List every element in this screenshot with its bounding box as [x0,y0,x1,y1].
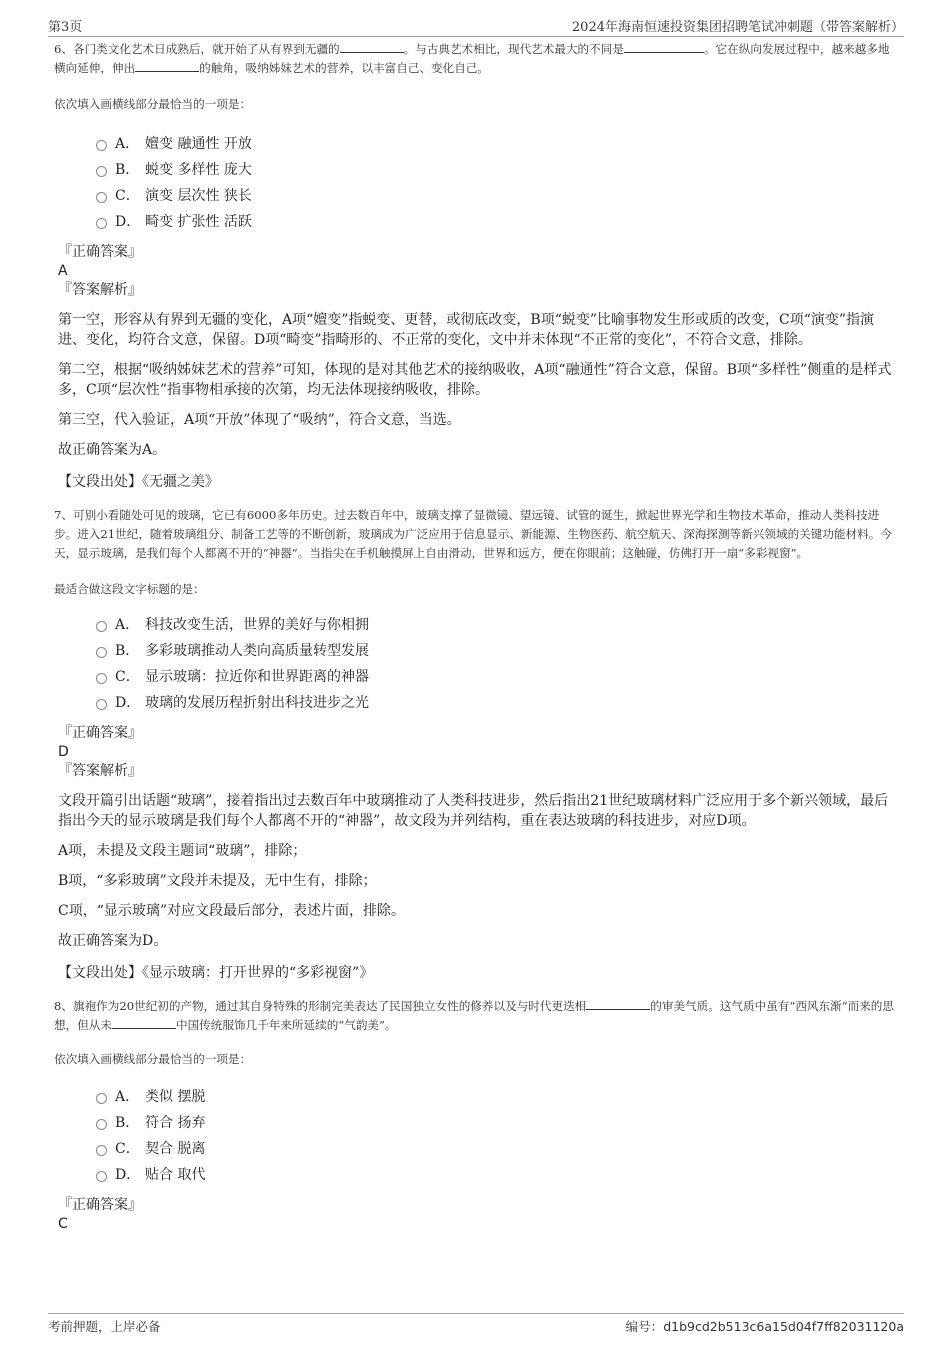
question-8-prompt: 依次填入画横线部分最恰当的一项是： [54,1052,252,1066]
radio-icon[interactable] [96,1145,107,1156]
correct-answer-label: 『正确答案』 [58,244,142,260]
question-8-text: 8、旗袍作为20世纪初的产物，通过其自身特殊的形制完美表达了民国独立女性的修养以及与时代更迭相 的审美气质。这气质中虽有“西风东渐”而来的思想，但从未 中国传统服饰几千年来所延续的“气韵美”。 [54,999,894,1032]
blank-2 [112,1016,176,1029]
source-citation: 【文段出处】《无疆之美》 [58,474,219,490]
document-code: 编号：d1b9cd2b513c6a15d04f7ff82031120a [625,1319,904,1334]
analysis-paragraph: 第一空，形容从有界到无疆的变化，A项“嬗变”指蜕变、更替，或彻底改变，B项“蜕变”比喻事物发生形或质的改变，C项“演变”指演进、变化，均符合文意，保留。D项“畸变”指畸形的、不正常的变化，文中并未体现“不正常的变化”，不符合文意，排除。 [58,312,875,348]
radio-icon[interactable] [96,192,107,203]
radio-icon[interactable] [96,699,107,710]
option-d[interactable]: D． 贴合 取代 [96,1161,896,1187]
analysis-paragraph: 故正确答案为D。 [58,933,168,949]
question-7-options [96,611,896,715]
option-d[interactable]: D． 玻璃的发展历程折射出科技进步之光 [96,689,896,715]
page-header [48,14,904,37]
analysis-label: 『答案解析』 [58,763,142,779]
analysis-paragraph: A项，未提及文段主题词“玻璃”，排除； [58,843,307,859]
radio-icon[interactable] [96,166,107,177]
question-8 [54,997,896,1233]
document-body [54,40,896,1233]
correct-answer: C [58,1216,68,1232]
option-b[interactable]: B． 多彩玻璃推动人类向高质量转型发展 [96,637,896,663]
radio-icon[interactable] [96,621,107,632]
option-b[interactable]: B． 蜕变 多样性 庞大 [96,156,896,182]
radio-icon[interactable] [96,218,107,229]
analysis-label: 『答案解析』 [58,282,142,298]
question-6-text: 6、各门类文化艺术日成熟后，就开始了从有界到无疆的 。与古典艺术相比，现代艺术最大的不同是 。它在纵向发展过程中，越来越多地横向延伸，伸出 的触角，吸纳姊妹艺术的营养，以丰富自己、变化自己。 [54,42,890,75]
question-6-options [96,130,896,234]
blank-2 [624,40,704,53]
option-c[interactable]: C． 契合 脱离 [96,1135,896,1161]
page-number: 第3页 [48,20,83,35]
correct-answer-label: 『正确答案』 [58,1197,142,1213]
analysis-paragraph: C项，“显示玻璃”对应文段最后部分，表述片面，排除。 [58,903,406,919]
footer-slogan: 考前押题，上岸必备 [48,1319,161,1334]
blank-3 [135,59,199,72]
radio-icon[interactable] [96,1171,107,1182]
question-6 [54,40,896,492]
correct-answer: D [58,744,69,760]
option-a[interactable]: A． 科技改变生活，世界的美好与你相拥 [96,611,896,637]
document-title: 2024年海南恒速投资集团招聘笔试冲刺题（带答案解析） [571,20,904,35]
page-footer [48,1313,904,1336]
analysis-paragraph: B项，“多彩玻璃”文段并未提及，无中生有，排除； [58,873,377,889]
option-a[interactable]: A． 类似 摆脱 [96,1083,896,1109]
blank-1 [586,997,650,1010]
source-citation: 【文段出处】《显示玻璃：打开世界的“多彩视窗”》 [58,965,374,981]
analysis-paragraph: 文段开篇引出话题“玻璃”，接着指出过去数百年中玻璃推动了人类科技进步，然后指出21世纪玻璃材料广泛应用于多个新兴领域，最后指出今天的显示玻璃是我们每个人都离不开的“神器”，故文段为并列结构，重在表达玻璃的科技进步，对应D项。 [58,793,889,829]
analysis-paragraph: 故正确答案为A。 [58,442,167,458]
correct-answer: A [58,263,68,279]
radio-icon[interactable] [96,673,107,684]
blank-1 [340,40,404,53]
option-a[interactable]: A． 嬗变 融通性 开放 [96,130,896,156]
radio-icon[interactable] [96,140,107,151]
radio-icon[interactable] [96,647,107,658]
radio-icon[interactable] [96,1119,107,1130]
option-d[interactable]: D． 畸变 扩张性 活跃 [96,208,896,234]
analysis-paragraph: 第三空，代入验证，A项“开放”体现了“吸纳”，符合文意，当选。 [58,412,461,428]
option-b[interactable]: B． 符合 扬弃 [96,1109,896,1135]
question-7 [54,506,896,983]
question-6-prompt: 依次填入画横线部分最恰当的一项是： [54,97,252,111]
option-c[interactable]: C． 演变 层次性 狭长 [96,182,896,208]
correct-answer-label: 『正确答案』 [58,725,142,741]
question-7-text: 7、可别小看随处可见的玻璃，它已有6000多年历史。过去数百年中，玻璃支撑了显微镜、望远镜、试管的诞生，掀起世界光学和生物技术革命，推动人类科技进步。进入21世纪，随着玻璃组分、制备工艺等的不断创新，玻璃成为广泛应用于信息显示、新能源、生物医药、航空航天、深海探测等新兴领域的关键功能材料。今天，显示玻璃，是我们每个人都离不开的“神器”。当指尖在手机触摸屏上自由滑动，世界和远方，便在你眼前；这触碰，仿佛打开一扇“多彩视窗”。 [54,508,892,560]
question-8-options [96,1083,896,1187]
radio-icon[interactable] [96,1093,107,1104]
analysis-paragraph: 第二空，根据“吸纳姊妹艺术的营养”可知，体现的是对其他艺术的接纳吸收，A项“融通性”符合文意，保留。B项“多样性”侧重的是样式多，C项“层次性”指事物相承接的次第，均无法体现接纳吸收，排除。 [58,362,892,398]
option-c[interactable]: C． 显示玻璃：拉近你和世界距离的神器 [96,663,896,689]
question-7-prompt: 最适合做这段文字标题的是： [54,582,205,596]
